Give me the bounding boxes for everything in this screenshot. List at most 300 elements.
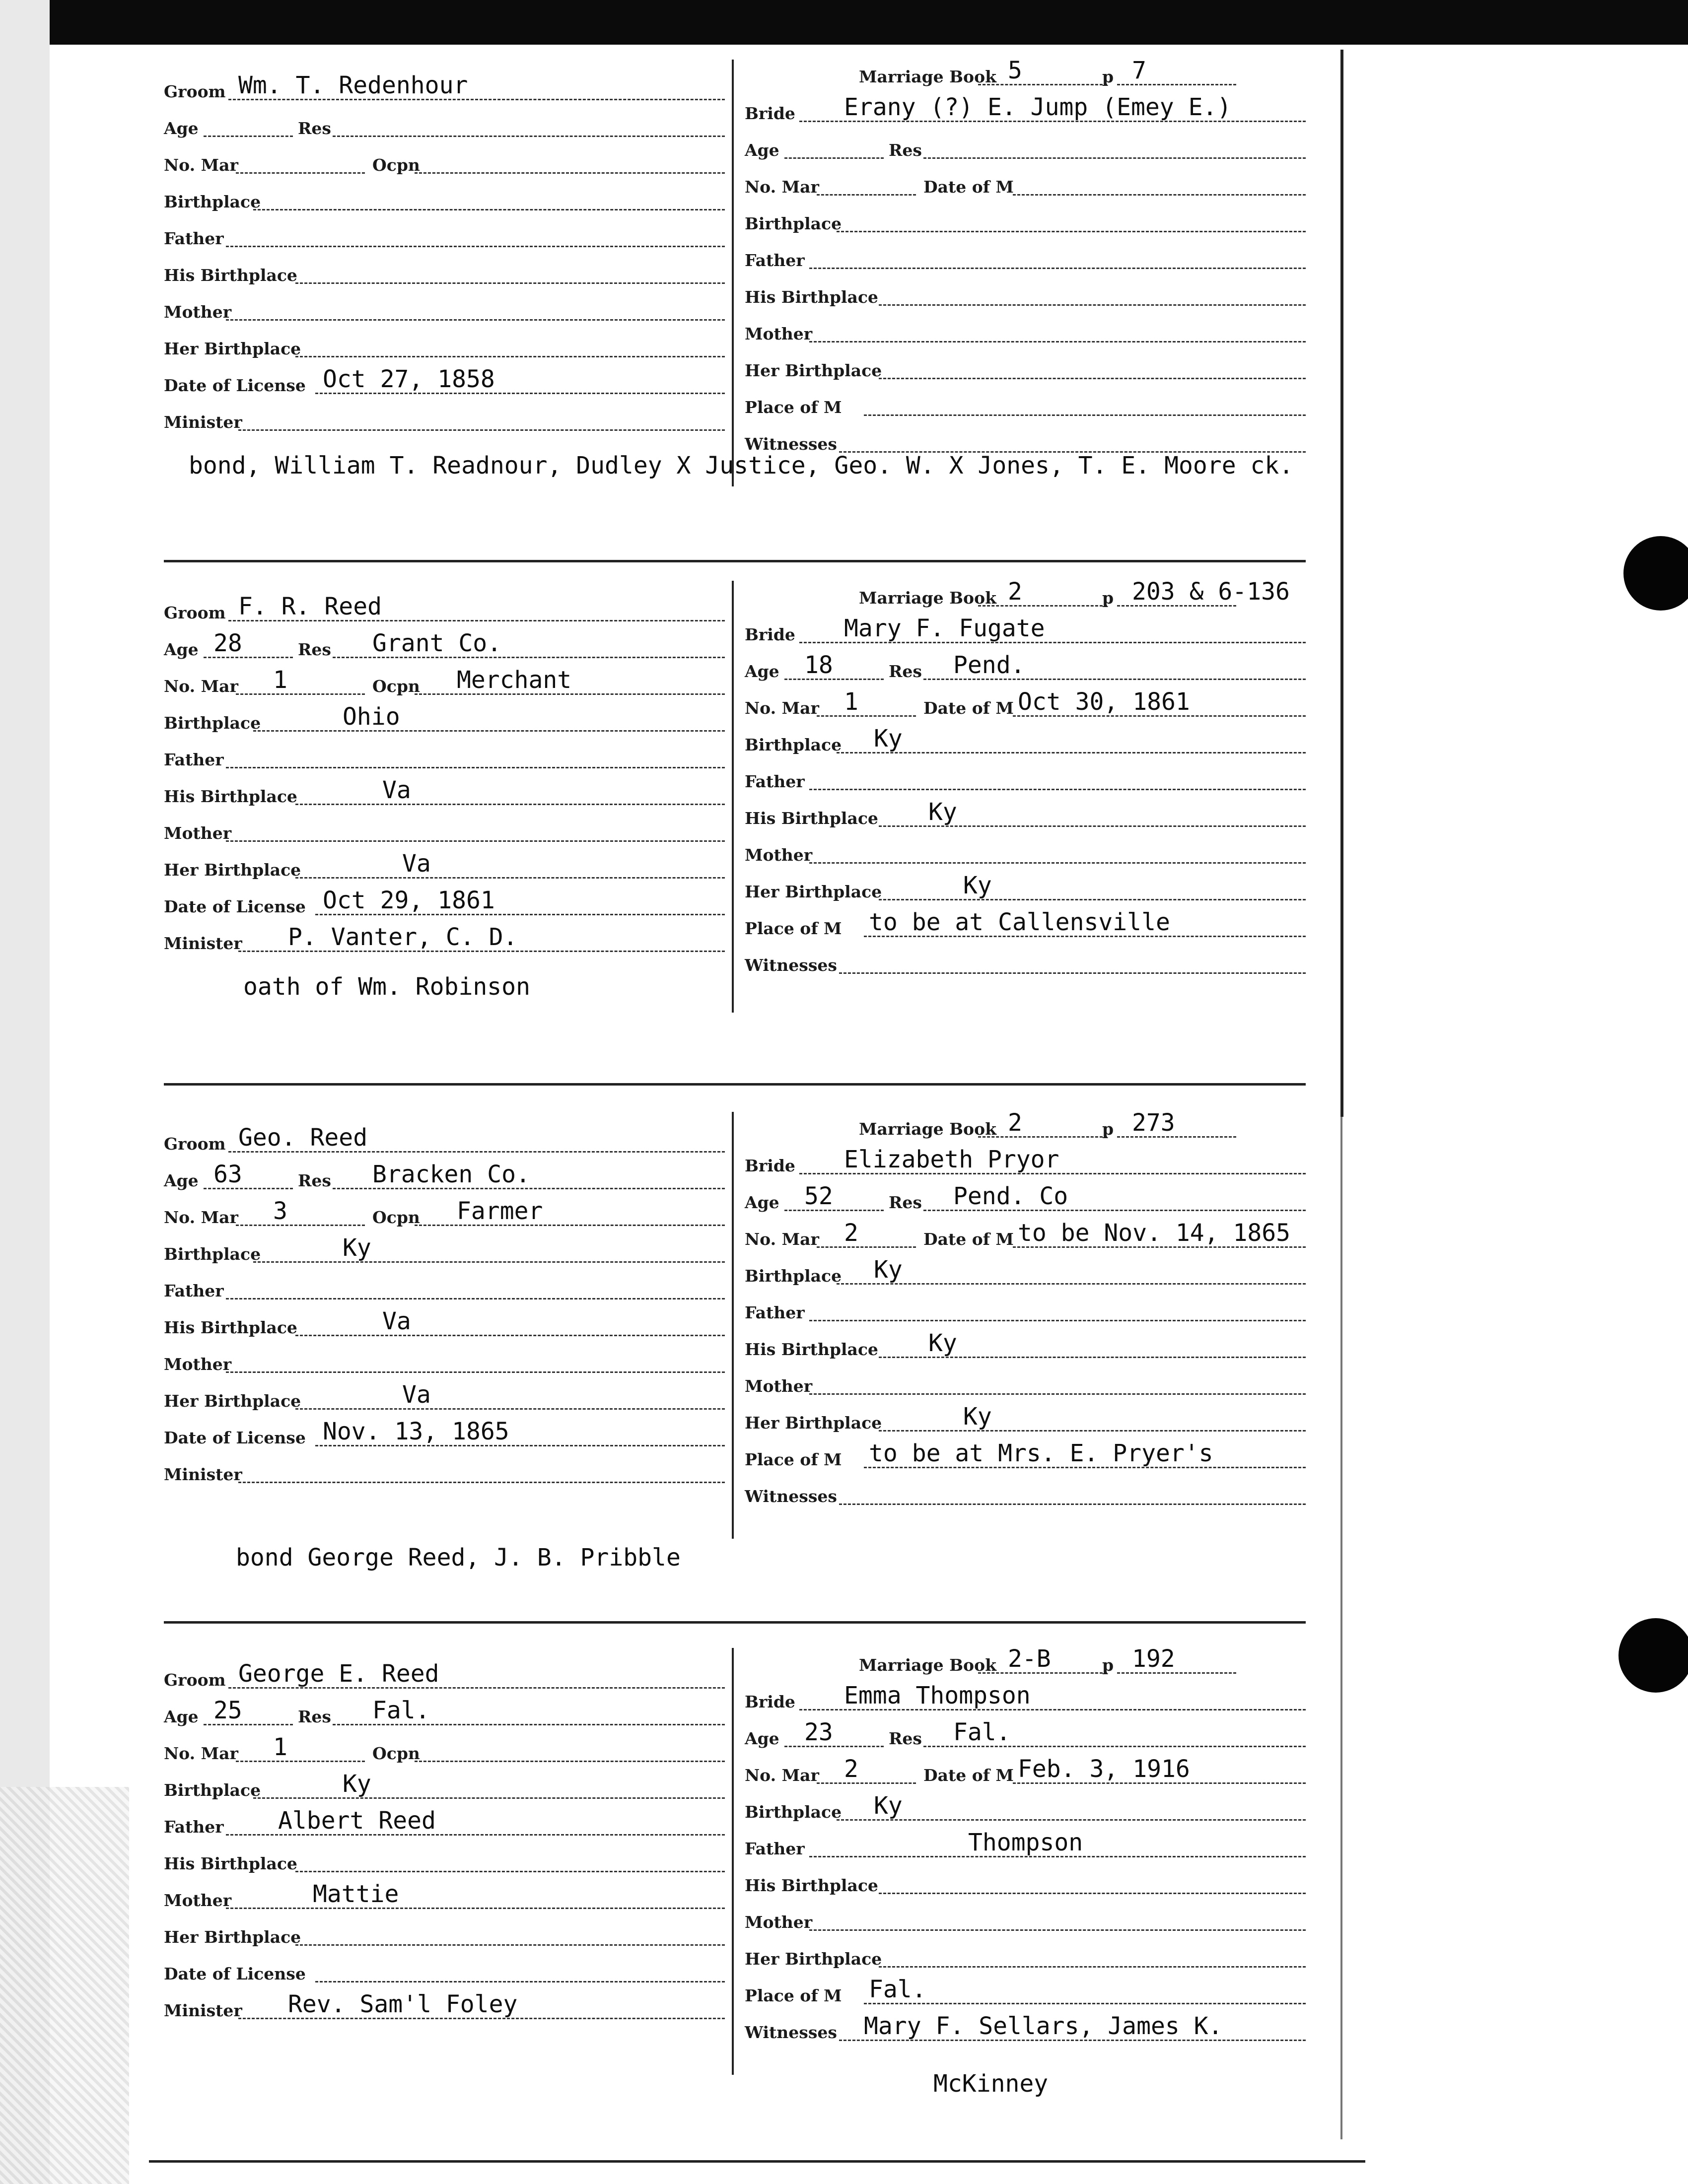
- form-row: [745, 1254, 1316, 1289]
- age-label: Age: [745, 140, 779, 160]
- his-birthplace-label: His Birthplace: [164, 1318, 297, 1337]
- form-row: [164, 664, 730, 699]
- marriage-book-number: 5: [1008, 57, 1022, 84]
- ocpn-label: Ocpn: [372, 1208, 420, 1227]
- form-row: [745, 1790, 1316, 1825]
- father-label: Father: [745, 251, 805, 270]
- father-label: Father: [745, 1303, 805, 1322]
- fill-line: [295, 282, 725, 284]
- res-label: Res: [298, 119, 331, 138]
- groom-name: Wm. T. Redenhour: [238, 71, 468, 99]
- birthplace-label: Birthplace: [745, 735, 842, 754]
- form-row: [745, 165, 1316, 200]
- birthplace-label: Birthplace: [745, 1266, 842, 1286]
- her-birthplace-label: Her Birthplace: [164, 1927, 301, 1947]
- fill-line: [295, 1335, 725, 1336]
- bride-place-of-m: Fal.: [869, 1976, 926, 2003]
- fill-line: [295, 877, 725, 879]
- fill-line: [864, 414, 1306, 416]
- no-mar-label: No. Mar: [164, 677, 238, 696]
- form-row: [745, 275, 1316, 310]
- bride-name: Mary F. Fugate: [844, 614, 1045, 642]
- witnesses-label: Witnesses: [745, 2023, 837, 2042]
- witnesses-label: Witnesses: [745, 434, 837, 454]
- father-label: Father: [164, 1281, 224, 1300]
- form-row: [745, 649, 1316, 684]
- her-birthplace-label: Her Birthplace: [745, 882, 882, 901]
- res-label: Res: [298, 1707, 331, 1726]
- form-row: [745, 1680, 1316, 1714]
- fill-line: [837, 231, 1306, 232]
- fill-line: [226, 840, 725, 842]
- groom-res: Grant Co.: [372, 629, 502, 657]
- record-note: bond, William T. Readnour, Dudley X Justice, Geo. W. X Jones, T. E. Moore ck.: [189, 452, 1294, 479]
- groom-ocpn: Merchant: [457, 666, 572, 694]
- fill-line: [879, 1893, 1306, 1894]
- fill-line: [253, 730, 725, 732]
- form-row: [164, 848, 730, 883]
- fill-line: [809, 1320, 1306, 1321]
- record-note: oath of Wm. Robinson: [243, 973, 530, 1001]
- form-row: [745, 1364, 1316, 1399]
- form-row: [745, 1327, 1316, 1362]
- ocpn-label: Ocpn: [372, 1744, 420, 1763]
- form-row: [164, 400, 730, 435]
- fill-line: [839, 972, 1306, 974]
- his-birthplace-label: His Birthplace: [164, 1854, 297, 1873]
- fill-line: [923, 157, 1306, 159]
- his-birthplace-label: His Birthplace: [164, 266, 297, 285]
- fill-line: [415, 1761, 725, 1762]
- fill-line: [809, 789, 1306, 790]
- fill-line: [879, 899, 1306, 900]
- form-row: [745, 2010, 1316, 2045]
- her-birthplace-label: Her Birthplace: [745, 1949, 882, 1969]
- bride-name: Elizabeth Pryor: [844, 1146, 1059, 1173]
- fill-line: [1013, 194, 1306, 196]
- birthplace-label: Birthplace: [745, 214, 842, 233]
- fill-line: [879, 378, 1306, 379]
- bride-place-of-m: to be at Callensville: [869, 908, 1170, 936]
- fill-line: [226, 767, 725, 768]
- groom-birthplace: Ky: [343, 1770, 371, 1798]
- form-row: [164, 1768, 730, 1803]
- form-row: [164, 1269, 730, 1303]
- bride-res: Pend.: [953, 651, 1025, 679]
- form-row: [745, 1291, 1316, 1325]
- form-row: [164, 290, 730, 325]
- no-mar-label: No. Mar: [164, 1744, 238, 1763]
- fill-line: [809, 862, 1306, 864]
- res-label: Res: [298, 640, 331, 659]
- form-row: [745, 385, 1316, 420]
- marriage-book-label: Marriage Book: [859, 67, 996, 86]
- fill-line: [238, 429, 725, 431]
- bride-his-birthplace: Ky: [928, 1329, 957, 1357]
- fill-line: [253, 209, 725, 210]
- date-of-m-label: Date of M: [923, 698, 1014, 718]
- her-birthplace-label: Her Birthplace: [164, 860, 301, 880]
- groom-age: 25: [213, 1697, 242, 1724]
- groom-name: George E. Reed: [238, 1660, 439, 1688]
- marriage-book-page: 203 & 6-136: [1132, 578, 1290, 606]
- fill-line: [333, 136, 725, 137]
- bride-birthplace: Ky: [874, 1792, 903, 1820]
- no-mar-label: No. Mar: [164, 1208, 238, 1227]
- groom-label: Groom: [164, 1134, 226, 1154]
- form-row: [164, 253, 730, 288]
- ocpn-label: Ocpn: [372, 155, 420, 175]
- fill-line: [978, 605, 1107, 607]
- fill-line: [879, 1430, 1306, 1432]
- form-row: [164, 1695, 730, 1729]
- form-row: [164, 1658, 730, 1693]
- form-row: [745, 202, 1316, 236]
- mother-label: Mother: [164, 1891, 232, 1910]
- page-label: p: [1102, 67, 1114, 86]
- record-note: McKinney: [933, 2070, 1049, 2098]
- bride-her-birthplace: Ky: [963, 872, 992, 899]
- form-row: [164, 1416, 730, 1450]
- form-row: [164, 1122, 730, 1157]
- fill-line: [978, 84, 1107, 85]
- age-label: Age: [164, 640, 199, 659]
- form-row: [745, 1437, 1316, 1472]
- minister-label: Minister: [164, 934, 242, 953]
- form-row: [164, 106, 730, 141]
- form-row: [164, 180, 730, 214]
- his-birthplace-label: His Birthplace: [745, 1876, 878, 1895]
- groom-res: Bracken Co.: [372, 1160, 530, 1188]
- mother-label: Mother: [164, 1355, 232, 1374]
- punch-hole: [1618, 1618, 1688, 1693]
- minister-label: Minister: [164, 1465, 242, 1484]
- form-row: [745, 1217, 1316, 1252]
- date-of-m-label: Date of M: [923, 1766, 1014, 1785]
- page-label: p: [1102, 588, 1114, 608]
- groom-res: Fal.: [372, 1697, 430, 1724]
- fill-line: [295, 1408, 725, 1410]
- fill-line: [295, 1871, 725, 1872]
- fill-line: [784, 679, 884, 680]
- form-row: [164, 1805, 730, 1840]
- birthplace-label: Birthplace: [164, 1780, 261, 1800]
- form-row: [745, 906, 1316, 941]
- age-label: Age: [745, 1193, 779, 1212]
- bride-label: Bride: [745, 1692, 795, 1711]
- marriage-book-page: 273: [1132, 1109, 1175, 1137]
- bride-no-mar: 2: [844, 1219, 858, 1247]
- form-row: [745, 1474, 1316, 1509]
- column-divider: [732, 1112, 734, 1539]
- form-row: [164, 921, 730, 956]
- age-label: Age: [745, 1729, 779, 1748]
- fill-line: [253, 1797, 725, 1799]
- fill-line: [226, 246, 725, 247]
- form-row: [164, 1988, 730, 2023]
- groom-date-of-license: Oct 27, 1858: [323, 365, 495, 393]
- groom-age: 63: [213, 1160, 242, 1188]
- fill-line: [238, 1482, 725, 1483]
- form-row: [164, 69, 730, 104]
- form-row: [164, 1915, 730, 1950]
- record-separator: [164, 1621, 1306, 1624]
- his-birthplace-label: His Birthplace: [745, 1340, 878, 1359]
- page-right-rule: [1340, 50, 1343, 1117]
- father-label: Father: [164, 750, 224, 769]
- bride-birthplace: Ky: [874, 725, 903, 752]
- groom-her-birthplace: Va: [402, 850, 431, 878]
- age-label: Age: [164, 119, 199, 138]
- groom-no-mar: 3: [273, 1197, 287, 1225]
- age-label: Age: [745, 662, 779, 681]
- bride-age: 23: [804, 1718, 833, 1746]
- form-row: [745, 1401, 1316, 1435]
- record-separator: [164, 560, 1306, 562]
- bride-father: Thompson: [968, 1829, 1083, 1856]
- form-row: [164, 774, 730, 809]
- groom-no-mar: 1: [273, 1733, 287, 1761]
- bride-date-of-m: Feb. 3, 1916: [1018, 1755, 1190, 1783]
- mother-label: Mother: [745, 1376, 813, 1396]
- form-row: [745, 1643, 1316, 1678]
- form-row: [745, 1180, 1316, 1215]
- form-row: [745, 943, 1316, 978]
- form-row: [745, 312, 1316, 346]
- father-label: Father: [164, 1817, 224, 1837]
- bride-date-of-m: Oct 30, 1861: [1018, 688, 1190, 716]
- no-mar-label: No. Mar: [745, 698, 819, 718]
- bride-label: Bride: [745, 1156, 795, 1175]
- place-of-m-label: Place of M: [745, 398, 842, 417]
- res-label: Res: [889, 1729, 922, 1748]
- form-row: [164, 363, 730, 398]
- birthplace-label: Birthplace: [164, 1244, 261, 1264]
- column-divider: [732, 1648, 734, 2075]
- witnesses-label: Witnesses: [745, 1487, 837, 1506]
- fill-line: [253, 1261, 725, 1263]
- bride-label: Bride: [745, 625, 795, 644]
- fill-line: [295, 1944, 725, 1946]
- fill-line: [837, 1283, 1306, 1285]
- record-separator: [164, 1083, 1306, 1086]
- fill-line: [784, 1746, 884, 1747]
- father-label: Father: [745, 1839, 805, 1858]
- bride-his-birthplace: Ky: [928, 798, 957, 826]
- fill-line: [837, 752, 1306, 753]
- his-birthplace-label: His Birthplace: [745, 287, 878, 307]
- form-row: [164, 1305, 730, 1340]
- marriage-book-page: 192: [1132, 1645, 1175, 1673]
- groom-age: 28: [213, 629, 242, 657]
- his-birthplace-label: His Birthplace: [164, 787, 297, 806]
- form-row: [745, 759, 1316, 794]
- form-row: [164, 885, 730, 919]
- groom-ocpn: Farmer: [457, 1197, 543, 1225]
- his-birthplace-label: His Birthplace: [745, 809, 878, 828]
- bride-birthplace: Ky: [874, 1256, 903, 1284]
- fill-line: [978, 1136, 1107, 1138]
- fill-line: [809, 1393, 1306, 1395]
- bride-no-mar: 1: [844, 688, 858, 716]
- date-of-license-label: Date of License: [164, 897, 306, 916]
- fill-line: [295, 356, 725, 357]
- place-of-m-label: Place of M: [745, 1450, 842, 1469]
- witnesses-label: Witnesses: [745, 956, 837, 975]
- fill-line: [204, 136, 293, 137]
- marriage-book-label: Marriage Book: [859, 588, 996, 608]
- mother-label: Mother: [745, 845, 813, 865]
- form-row: [745, 1900, 1316, 1935]
- form-row: [745, 91, 1316, 126]
- form-row: [745, 723, 1316, 757]
- scan-noise: [0, 1787, 129, 2184]
- groom-her-birthplace: Va: [402, 1381, 431, 1409]
- bride-witnesses: Mary F. Sellars, James K.: [864, 2012, 1223, 2040]
- form-row: [164, 1842, 730, 1876]
- birthplace-label: Birthplace: [745, 1802, 842, 1822]
- fill-line: [879, 1966, 1306, 1968]
- age-label: Age: [164, 1171, 199, 1190]
- groom-father: Albert Reed: [278, 1807, 436, 1835]
- form-row: [745, 1144, 1316, 1178]
- column-divider: [732, 581, 734, 1013]
- fill-line: [864, 2003, 1306, 2004]
- fill-line: [817, 1246, 916, 1248]
- form-row: [164, 327, 730, 361]
- form-row: [745, 348, 1316, 383]
- birthplace-label: Birthplace: [164, 713, 261, 733]
- date-of-license-label: Date of License: [164, 376, 306, 395]
- marriage-book-number: 2: [1008, 1109, 1022, 1137]
- groom-birthplace: Ky: [343, 1234, 371, 1262]
- res-label: Res: [889, 140, 922, 160]
- scan-top-border: [0, 0, 1688, 45]
- fill-line: [837, 1819, 1306, 1821]
- form-row: [745, 1753, 1316, 1788]
- fill-line: [784, 1210, 884, 1211]
- her-birthplace-label: Her Birthplace: [164, 1391, 301, 1411]
- form-row: [164, 216, 730, 251]
- father-label: Father: [164, 229, 224, 248]
- groom-birthplace: Ohio: [343, 703, 400, 731]
- column-divider: [732, 60, 734, 486]
- no-mar-label: No. Mar: [164, 155, 238, 175]
- date-of-license-label: Date of License: [164, 1964, 306, 1983]
- form-row: [745, 576, 1316, 611]
- punch-hole: [1623, 536, 1688, 611]
- her-birthplace-label: Her Birthplace: [745, 1413, 882, 1433]
- groom-date-of-license: Nov. 13, 1865: [323, 1418, 509, 1445]
- marriage-book-number: 2: [1008, 578, 1022, 606]
- page-bottom-rule: [149, 2160, 1365, 2163]
- groom-his-birthplace: Va: [382, 1307, 411, 1335]
- form-row: [164, 1232, 730, 1267]
- groom-label: Groom: [164, 603, 226, 622]
- bride-res: Fal.: [953, 1718, 1011, 1746]
- res-label: Res: [889, 1193, 922, 1212]
- bride-age: 18: [804, 651, 833, 679]
- form-row: [164, 1342, 730, 1377]
- groom-mother: Mattie: [313, 1880, 399, 1908]
- form-row: [745, 686, 1316, 721]
- form-row: [164, 591, 730, 625]
- fill-line: [236, 693, 365, 695]
- record-note: bond George Reed, J. B. Pribble: [236, 1544, 681, 1571]
- groom-no-mar: 1: [273, 666, 287, 694]
- no-mar-label: No. Mar: [745, 1229, 819, 1249]
- form-row: [164, 1195, 730, 1230]
- fill-line: [809, 341, 1306, 342]
- father-label: Father: [745, 772, 805, 791]
- bride-res: Pend. Co: [953, 1182, 1068, 1210]
- form-row: [164, 1159, 730, 1193]
- bride-no-mar: 2: [844, 1755, 858, 1783]
- fill-line: [879, 304, 1306, 306]
- form-row: [745, 1937, 1316, 1972]
- fill-line: [817, 715, 916, 717]
- bride-name: Emma Thompson: [844, 1682, 1031, 1709]
- groom-name: Geo. Reed: [238, 1124, 368, 1152]
- groom-date-of-license: Oct 29, 1861: [323, 887, 495, 914]
- date-of-license-label: Date of License: [164, 1428, 306, 1447]
- fill-line: [295, 804, 725, 805]
- no-mar-label: No. Mar: [745, 177, 819, 197]
- res-label: Res: [298, 1171, 331, 1190]
- groom-name: F. R. Reed: [238, 593, 382, 620]
- groom-label: Groom: [164, 1670, 226, 1690]
- mother-label: Mother: [745, 324, 813, 343]
- place-of-m-label: Place of M: [745, 919, 842, 938]
- fill-line: [839, 1503, 1306, 1505]
- minister-label: Minister: [164, 412, 242, 432]
- form-row: [745, 1863, 1316, 1898]
- fill-line: [226, 1371, 725, 1373]
- form-row: [164, 627, 730, 662]
- place-of-m-label: Place of M: [745, 1986, 842, 2005]
- groom-label: Groom: [164, 82, 226, 101]
- form-row: [745, 796, 1316, 831]
- form-row: [164, 738, 730, 772]
- mother-label: Mother: [164, 823, 232, 843]
- fill-line: [817, 194, 916, 196]
- her-birthplace-label: Her Birthplace: [745, 361, 882, 380]
- form-row: [164, 1379, 730, 1414]
- form-row: [745, 613, 1316, 647]
- bride-her-birthplace: Ky: [963, 1403, 992, 1431]
- bride-name: Erany (?) E. Jump (Emey E.): [844, 93, 1232, 121]
- form-row: [745, 1827, 1316, 1861]
- date-of-m-label: Date of M: [923, 1229, 1014, 1249]
- form-row: [164, 701, 730, 736]
- date-of-m-label: Date of M: [923, 177, 1014, 197]
- form-row: [745, 833, 1316, 868]
- page-label: p: [1102, 1655, 1114, 1675]
- fill-line: [809, 268, 1306, 269]
- marriage-book-page: 7: [1132, 57, 1146, 84]
- marriage-book-number: 2-B: [1008, 1645, 1051, 1673]
- form-row: [745, 1716, 1316, 1751]
- age-label: Age: [164, 1707, 199, 1726]
- form-row: [745, 1974, 1316, 2008]
- groom-his-birthplace: Va: [382, 776, 411, 804]
- form-row: [745, 128, 1316, 163]
- page-label: p: [1102, 1119, 1114, 1139]
- fill-line: [315, 1981, 725, 1982]
- marriage-book-label: Marriage Book: [859, 1655, 996, 1675]
- res-label: Res: [889, 662, 922, 681]
- fill-line: [809, 1929, 1306, 1931]
